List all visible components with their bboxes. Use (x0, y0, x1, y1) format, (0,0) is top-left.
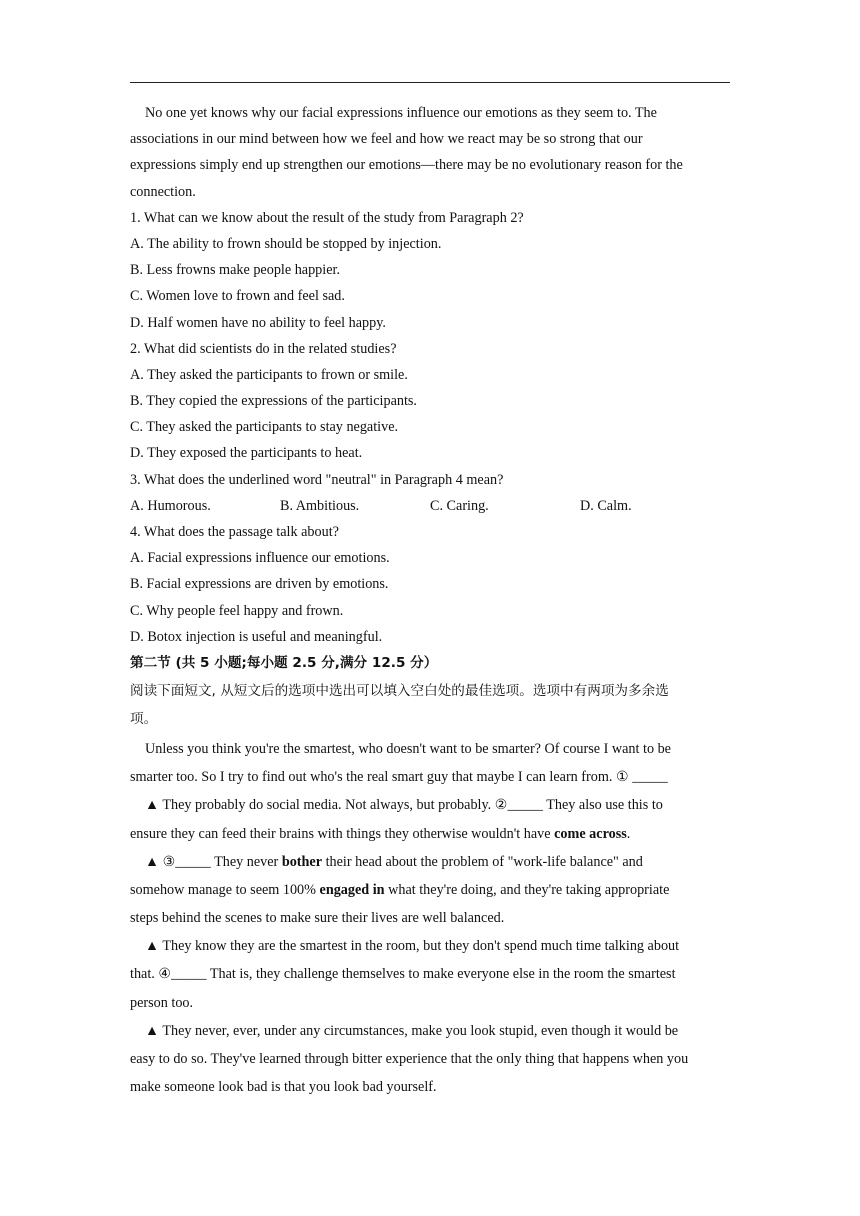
text-line: connection. (130, 183, 196, 200)
top-rule (130, 82, 730, 83)
question-stem: 1. What can we know about the result of the study from Paragraph 2? (130, 209, 524, 226)
section-instruction: 阅读下面短文, 从短文后的选项中选出可以填入空白处的最佳选项。选项中有两项为多余选 (130, 682, 669, 699)
text-run: what they're doing, and they're taking appropriate (384, 881, 670, 898)
text-run: ▲ ③_____ They never (145, 853, 282, 870)
text-run: somehow manage to seem 100% (130, 881, 320, 898)
document-page (130, 100, 730, 1101)
option-row (130, 493, 730, 519)
text-line: ▲ They know they are the smartest in the room, but they don't spend much time talking about (145, 938, 680, 955)
question-stem: 3. What does the underlined word "neutral" in Paragraph 4 mean? (130, 471, 504, 488)
section-heading: 第二节 (共 5 小题;每小题 2.5 分,满分 12.5 分） (130, 654, 438, 671)
question-2 (130, 336, 730, 467)
text-run: their head about the problem of "work-life balance" and (322, 853, 643, 870)
bold-phrase: come across (554, 825, 627, 842)
text-run: . (626, 825, 631, 842)
option-c: C. Why people feel happy and frown. (130, 602, 344, 619)
option-a: A. They asked the participants to frown or smile. (130, 366, 408, 383)
option-a: A. Humorous. (130, 497, 211, 514)
section-instruction-cont: 项。 (130, 710, 158, 727)
text-line (130, 848, 730, 876)
passage-end-paragraph (130, 100, 730, 205)
option-b: B. Less frowns make people happier. (130, 262, 340, 279)
text-line (130, 820, 730, 848)
text-line: that. ④_____ That is, they challenge themselves to make everyone else in the room the smartest (130, 966, 676, 983)
option-d: D. Botox injection is useful and meaningful. (130, 628, 383, 645)
text-line: easy to do so. They've learned through bitter experience that the only thing that happens when you (130, 1051, 689, 1067)
text-line: ▲ They never, ever, under any circumstances, make you look stupid, even though it would be (145, 1022, 679, 1039)
option-c: C. Caring. (430, 497, 489, 514)
option-b: B. Facial expressions are driven by emotions. (130, 576, 389, 593)
option-a: A. The ability to frown should be stopped by injection. (130, 235, 442, 252)
option-d: D. Calm. (580, 497, 632, 514)
text-line: No one yet knows why our facial expressions influence our emotions as they seem to. The (145, 105, 657, 121)
question-4 (130, 519, 730, 650)
text-line: Unless you think you're the smartest, who doesn't want to be smarter? Of course I want to be (145, 740, 671, 757)
text-line: person too. (130, 994, 194, 1011)
bold-phrase: engaged in (319, 881, 385, 898)
question-stem: 4. What does the passage talk about? (130, 524, 339, 540)
option-a: A. Facial expressions influence our emotions. (130, 550, 390, 567)
bold-phrase: bother (281, 853, 323, 870)
text-line: associations in our mind between how we feel and how we react may be so strong that our (130, 131, 643, 148)
question-1 (130, 205, 730, 336)
text-line: smarter too. So I try to find out who's the real smart guy that maybe I can learn from. ① _____ (130, 769, 668, 786)
option-c: C. Women love to frown and feel sad. (130, 288, 345, 305)
text-line: expressions simply end up strengthen our emotions—there may be no evolutionary reason for the (130, 157, 683, 174)
option-b: B. They copied the expressions of the participants. (130, 393, 417, 410)
question-3 (130, 467, 730, 519)
question-stem: 2. What did scientists do in the related studies? (130, 340, 397, 357)
text-run: ensure they can feed their brains with things they otherwise wouldn't have (130, 825, 555, 842)
option-d: D. They exposed the participants to heat. (130, 445, 363, 462)
text-line: make someone look bad is that you look bad yourself. (130, 1079, 437, 1096)
option-c: C. They asked the participants to stay negative. (130, 419, 399, 436)
passage-2 (130, 735, 730, 1101)
option-b: B. Ambitious. (280, 497, 360, 514)
text-line: steps behind the scenes to make sure their lives are well balanced. (130, 910, 505, 927)
option-d: D. Half women have no ability to feel happy. (130, 314, 386, 331)
text-line: ▲ They probably do social media. Not always, but probably. ②_____ They also use this to (145, 797, 663, 814)
text-line (130, 876, 730, 904)
